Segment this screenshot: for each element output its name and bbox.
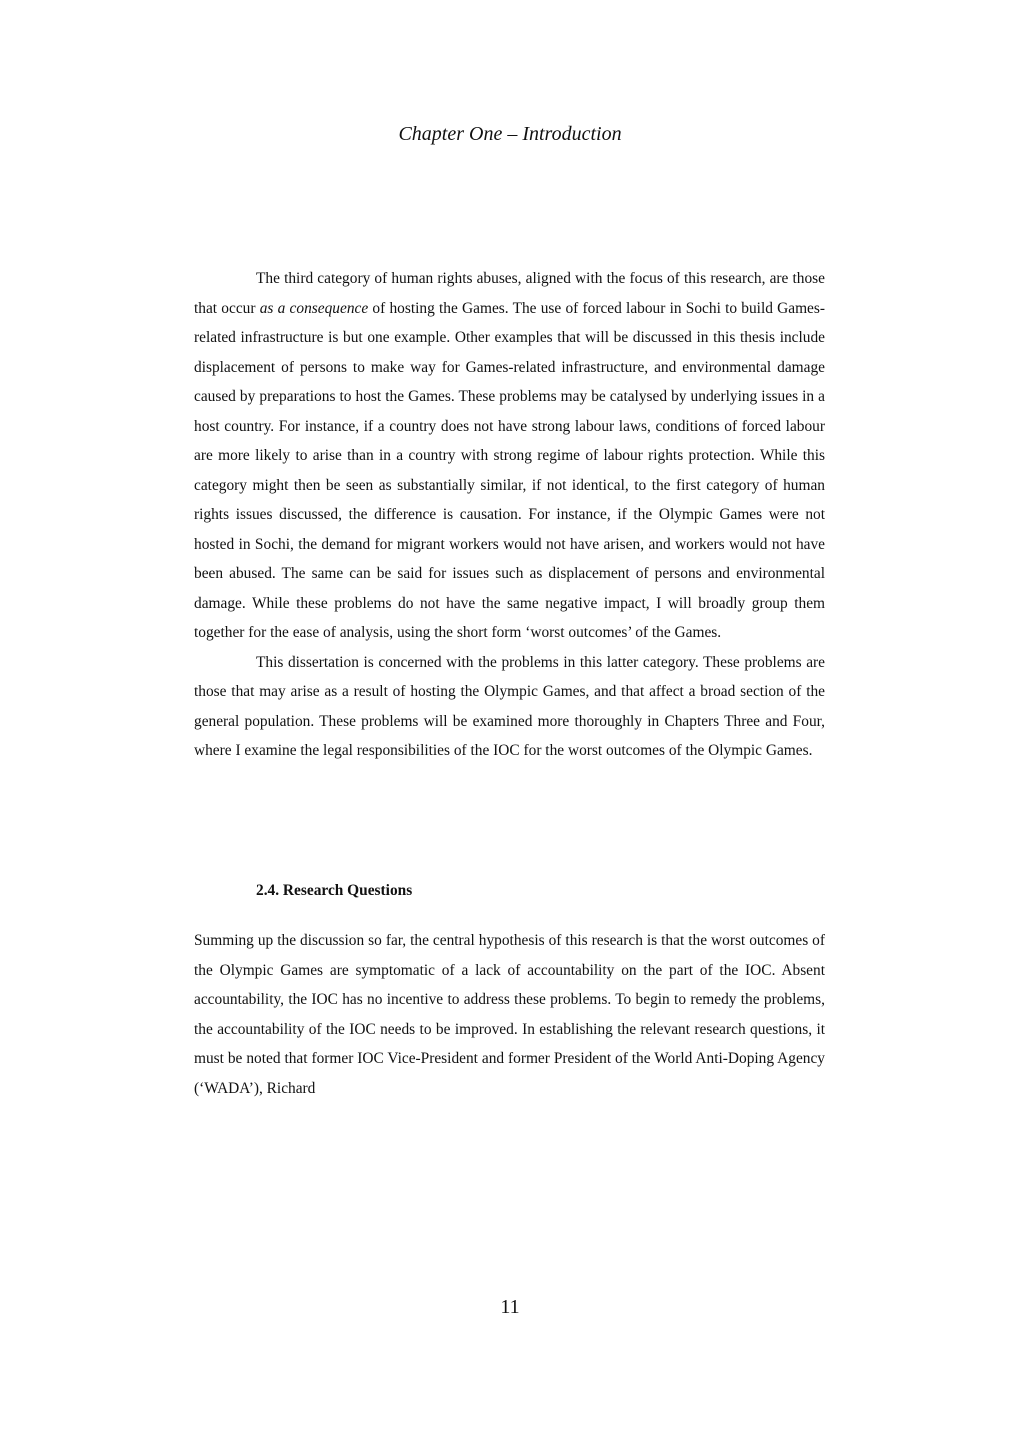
section-heading: 2.4. Research Questions	[256, 882, 413, 899]
paragraph-text: of hosting the Games. The use of forced labour in Sochi to build Games-related infrastructure is but one example. Other examples that will be discussed in this thesis include displacement of persons to make way for Games-related infrastructure, and environmental damage caused by preparations to host the Games. These problems may be catalysed by underlying issues in a host country. For instance, if a country does not have strong labour laws, conditions of forced labour are more likely to arise than in a country with strong regime of labour rights protection. While this category might then be seen as substantially similar, if not identical, to the first category of human rights issues discussed, the difference is causation. For instance, if the Olympic Games were not hosted in Sochi, the demand for migrant workers would not have arisen, and workers would not have been abused. The same can be said for issues such as displacement of persons and environmental damage. While these problems do not have the same negative impact, I will broadly group them together for the ease of analysis, using the short form ‘worst outcomes’ of the Games.	[194, 299, 826, 641]
paragraph-third-category	[194, 264, 825, 648]
running-head: Chapter One – Introduction	[398, 123, 622, 145]
paragraph-research-questions: Summing up the discussion so far, the central hypothesis of this research is that the worst outcomes of the Olympic Games are symptomatic of a lack of accountability on the part of the IOC. Absent accountability, the IOC has no incentive to address these problems. To begin to remedy the problems, the accountability of the IOC needs to be improved. In establishing the relevant research questions, it must be noted that former IOC Vice-President and former President of the World Anti-Doping Agency (‘WADA’), Richard	[194, 932, 825, 1097]
paragraph-text: The third category of human rights abuses, aligned with the focus of this research, are those that occur	[194, 270, 825, 317]
page-number: 11	[500, 1296, 520, 1318]
body-text	[194, 264, 825, 766]
section-body	[194, 926, 825, 1103]
paragraph-dissertation-scope: This dissertation is concerned with the problems in this latter category. These problems are those that may arise as a result of hosting the Olympic Games, and that affect a broad section of the general population. These problems will be examined more thoroughly in Chapters Three and Four, where I examine the legal responsibilities of the IOC for the worst outcomes of the Olympic Games.	[194, 653, 825, 759]
italic-phrase: as a consequence	[259, 299, 369, 317]
